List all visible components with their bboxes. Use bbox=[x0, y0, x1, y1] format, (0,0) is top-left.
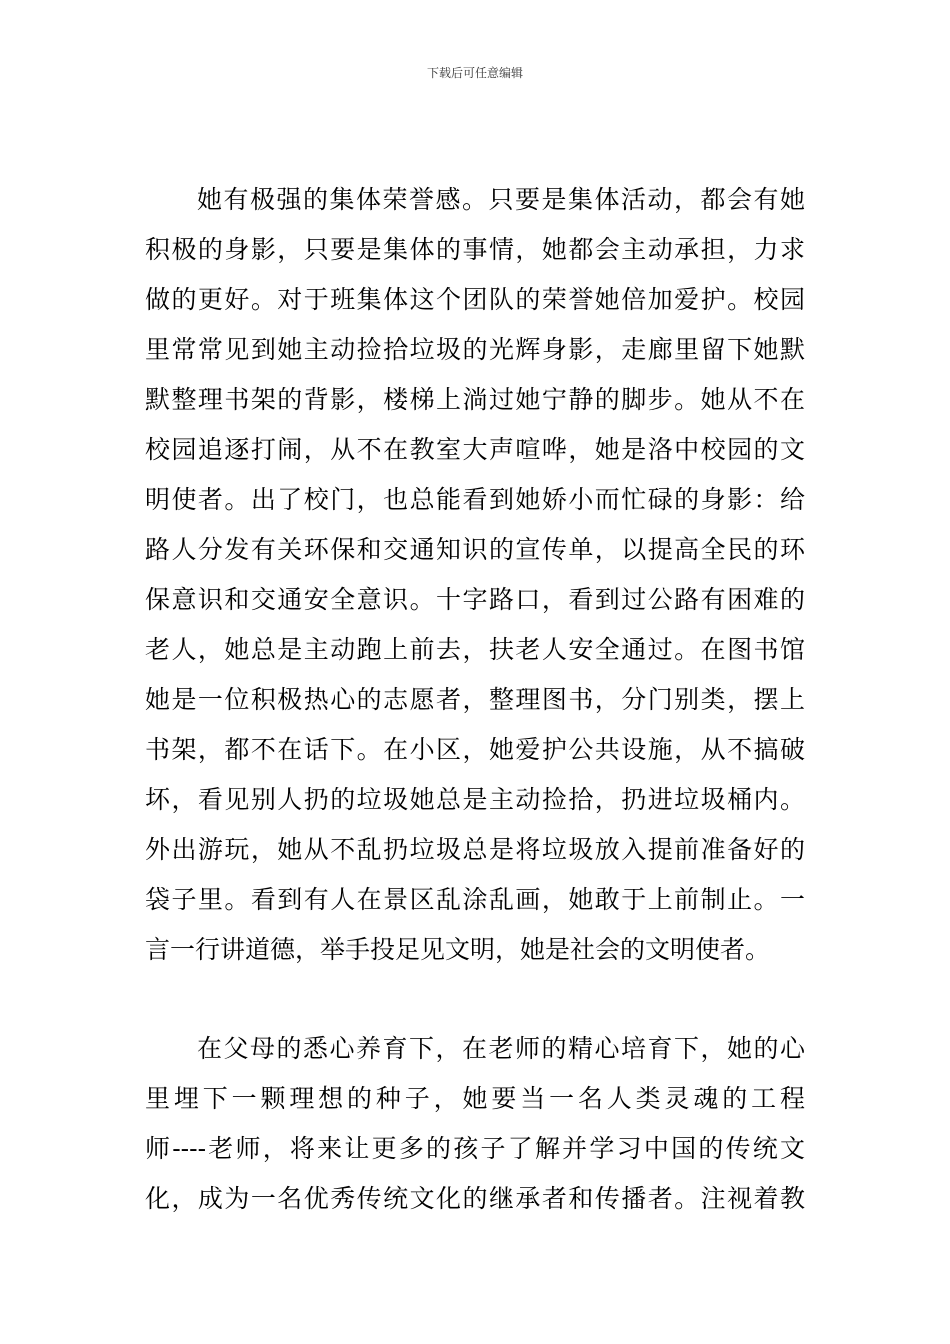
text-line: 在父母的悉心养育下，在老师的精心培育下，她的心 bbox=[197, 1034, 805, 1063]
text-line: 袋子里。看到有人在景区乱涂乱画，她敢于上前制止。一 bbox=[145, 885, 805, 914]
text-line: 她有极强的集体荣誉感。只要是集体活动，都会有她 bbox=[197, 185, 805, 214]
text-line: 师----老师，将来让更多的孩子了解并学习中国的传统文 bbox=[145, 1134, 805, 1163]
paragraph-ideal-teacher bbox=[145, 1024, 805, 1224]
text-line: 老人，她总是主动跑上前去，扶老人安全通过。在图书馆 bbox=[145, 635, 805, 664]
page-header: 下载后可任意编辑 bbox=[426, 66, 523, 80]
text-line: 坏，看见别人扔的垃圾她总是主动捡拾，扔进垃圾桶内。 bbox=[145, 785, 805, 814]
text-line: 明使者。出了校门，也总能看到她娇小而忙碌的身影：给 bbox=[145, 485, 805, 514]
text-line: 默整理书架的背影，楼梯上淌过她宁静的脚步。她从不在 bbox=[145, 385, 805, 414]
text-line: 外出游玩，她从不乱扔垃圾总是将垃圾放入提前准备好的 bbox=[145, 835, 805, 864]
text-line: 做的更好。对于班集体这个团队的荣誉她倍加爱护。校园 bbox=[145, 285, 805, 314]
text-line: 积极的身影，只要是集体的事情，她都会主动承担，力求 bbox=[145, 235, 805, 264]
text-line: 保意识和交通安全意识。十字路口，看到过公路有困难的 bbox=[145, 585, 805, 614]
text-line: 她是一位积极热心的志愿者，整理图书，分门别类，摆上 bbox=[145, 685, 805, 714]
text-line: 路人分发有关环保和交通知识的宣传单，以提高全民的环 bbox=[145, 535, 805, 564]
text-line: 书架，都不在话下。在小区，她爱护公共设施，从不搞破 bbox=[145, 735, 805, 764]
text-line: 化，成为一名优秀传统文化的继承者和传播者。注视着教 bbox=[145, 1184, 805, 1213]
paragraph-collective-honor bbox=[145, 175, 805, 975]
text-line: 里常常见到她主动捡拾垃圾的光辉身影，走廊里留下她默 bbox=[145, 335, 805, 364]
text-line: 里埋下一颗理想的种子，她要当一名人类灵魂的工程 bbox=[145, 1084, 805, 1113]
text-line: 校园追逐打闹，从不在教室大声喧哗，她是洛中校园的文 bbox=[145, 435, 805, 464]
text-line: 言一行讲道德，举手投足见文明，她是社会的文明使者。 bbox=[145, 935, 771, 964]
